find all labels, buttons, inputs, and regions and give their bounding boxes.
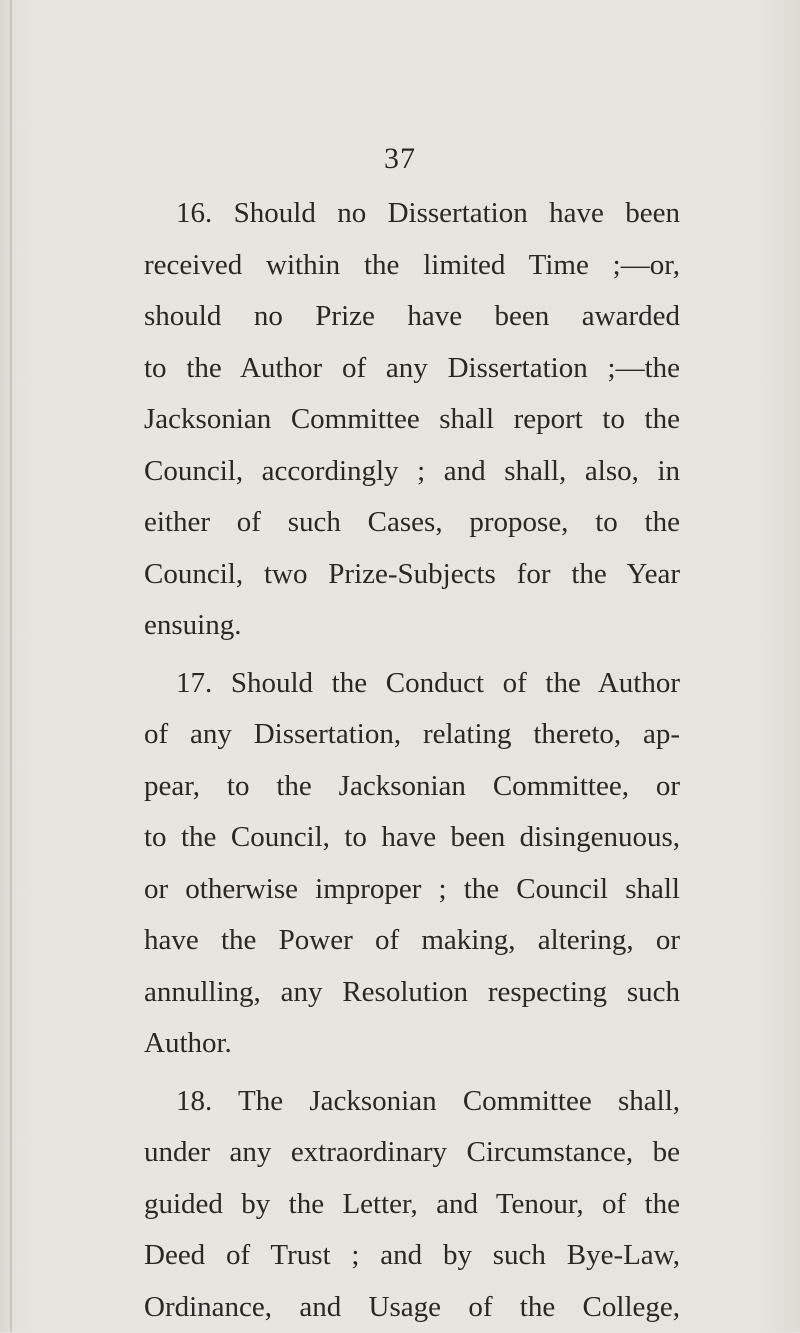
text-line: to the Author of any Dissertation ;—the [144, 343, 680, 395]
text-line: Author. [144, 1018, 680, 1070]
paragraph-16 [144, 188, 680, 652]
text-line: annulling, any Resolution respecting such [144, 967, 680, 1019]
text-line: 16. Should no Dissertation have been [144, 188, 680, 240]
binding-gutter [10, 0, 12, 1332]
text-line: or otherwise improper ; the Council shall [144, 864, 680, 916]
text-line: of any Dissertation, relating thereto, ap- [144, 709, 680, 761]
body-text [144, 188, 680, 1333]
text-line: should no Prize have been awarded [144, 291, 680, 343]
text-line: have the Power of making, altering, or [144, 915, 680, 967]
paragraph-18 [144, 1076, 680, 1333]
text-line: Council, two Prize-Subjects for the Year [144, 549, 680, 601]
text-line: received within the limited Time ;—or, [144, 240, 680, 292]
text-line: guided by the Letter, and Tenour, of the [144, 1179, 680, 1231]
text-line: either of such Cases, propose, to the [144, 497, 680, 549]
page-number: 37 [0, 142, 800, 176]
text-line: Ordinance, and Usage of the College, [144, 1282, 680, 1333]
text-line: 17. Should the Conduct of the Author [144, 658, 680, 710]
text-line: Council, accordingly ; and shall, also, in [144, 446, 680, 498]
text-line: 18. The Jacksonian Committee shall, [144, 1076, 680, 1128]
text-line: Jacksonian Committee shall report to the [144, 394, 680, 446]
text-line: under any extraordinary Circumstance, be [144, 1127, 680, 1179]
text-line: pear, to the Jacksonian Committee, or [144, 761, 680, 813]
paragraph-17 [144, 658, 680, 1070]
text-line: Deed of Trust ; and by such Bye-Law, [144, 1230, 680, 1282]
text-line: to the Council, to have been disingenuous, [144, 812, 680, 864]
text-line: ensuing. [144, 600, 680, 652]
